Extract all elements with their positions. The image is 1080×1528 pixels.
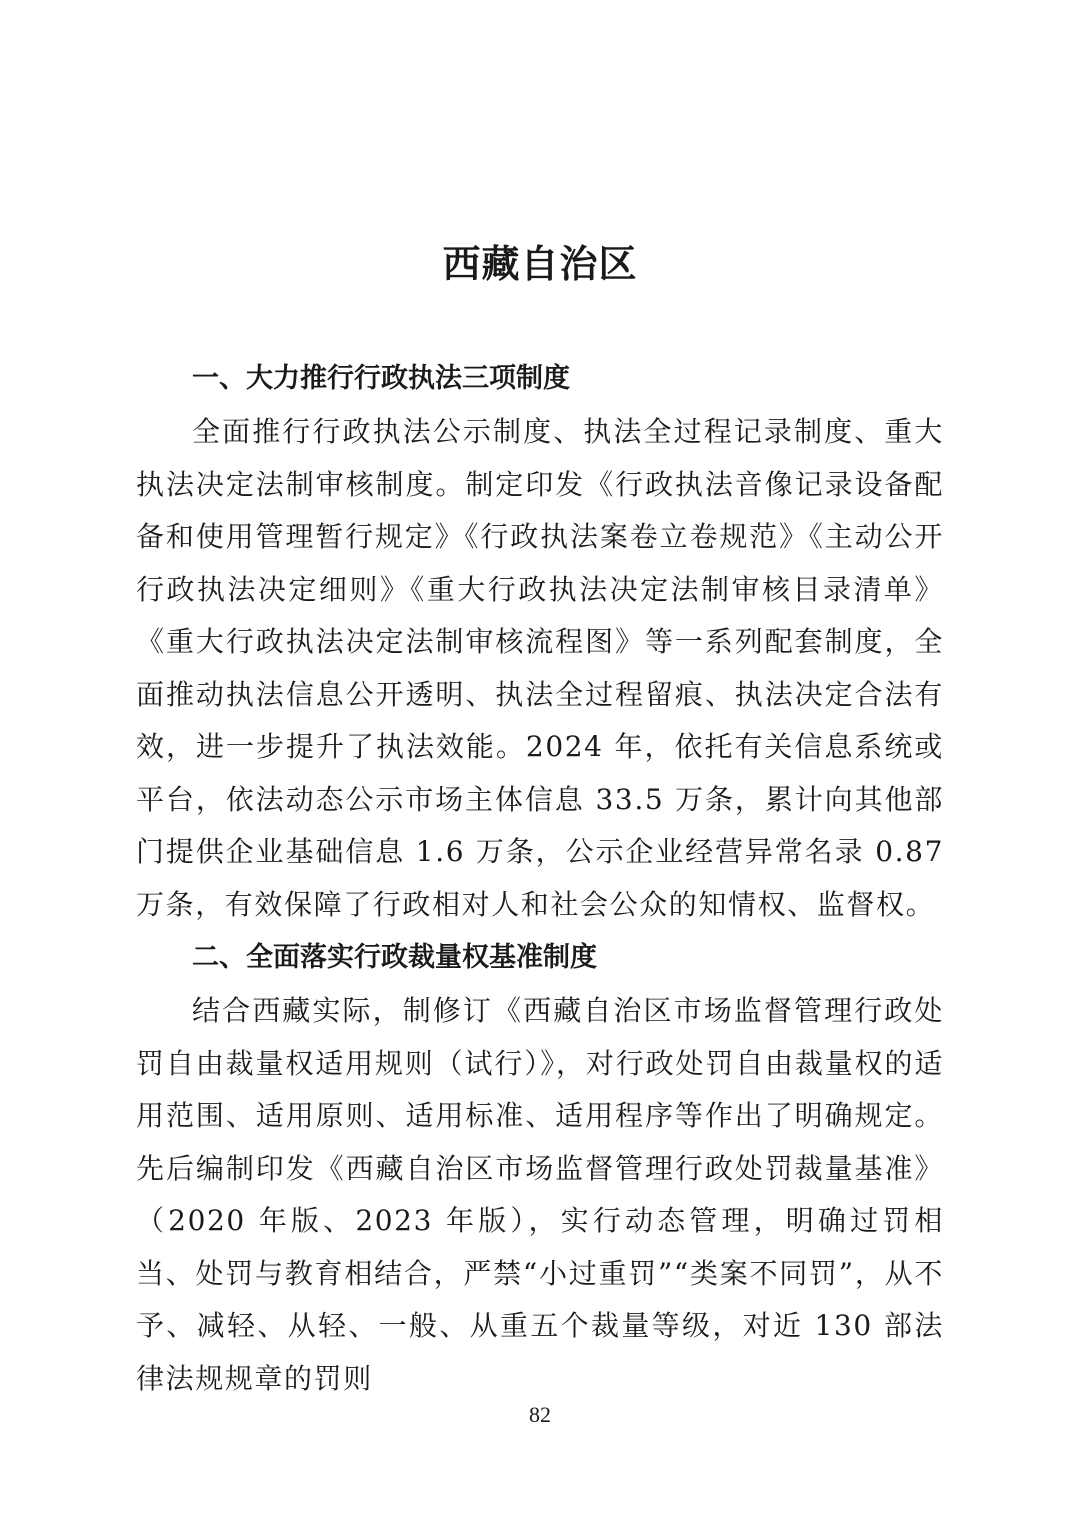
section-paragraph-1: 全面推行行政执法公示制度、执法全过程记录制度、重大执法决定法制审核制度。制定印发《行政执法音像记录设备配备和使用管理暂行规定》《行政执法案卷立卷规范》《主动公开行政执法决定细则》《重大行政执法决定法制审核目录清单》《重大行政执法决定法制审核流程图》等一系列配套制度，全面推动执法信息公开透明、执法全过程留痕、执法决定合法有效，进一步提升了执法效能。2024 年，依托有关信息系统或平台，依法动态公示市场主体信息 33.5 万条，累计向其他部门提供企业基础信息 1.6 万条，公示企业经营异常名录 0.87 万条，有效保障了行政相对人和社会公众的知情权、监督权。 xyxy=(136,415,944,921)
section-heading-1: 一、大力推行行政执法三项制度 xyxy=(192,363,570,394)
section-paragraph-2: 结合西藏实际，制修订《西藏自治区市场监督管理行政处罚自由裁量权适用规则（试行）》，对行政处罚自由裁量权的适用范围、适用原则、适用标准、适用程序等作出了明确规定。先后编制印发《西藏自治区市场监督管理行政处罚裁量基准》（2020 年版、2023 年版），实行动态管理，明确过罚相当、处罚与教育相结合，严禁“小过重罚”“类案不同罚”，从不予、减轻、从轻、一般、从重五个裁量等级，对近 130 部法律法规规章的罚则 xyxy=(136,994,944,1395)
page-number: 82 xyxy=(529,1402,551,1427)
section-heading-2: 二、全面落实行政裁量权基准制度 xyxy=(192,942,597,973)
document-body xyxy=(136,352,944,1405)
page-title: 西藏自治区 xyxy=(442,241,638,286)
